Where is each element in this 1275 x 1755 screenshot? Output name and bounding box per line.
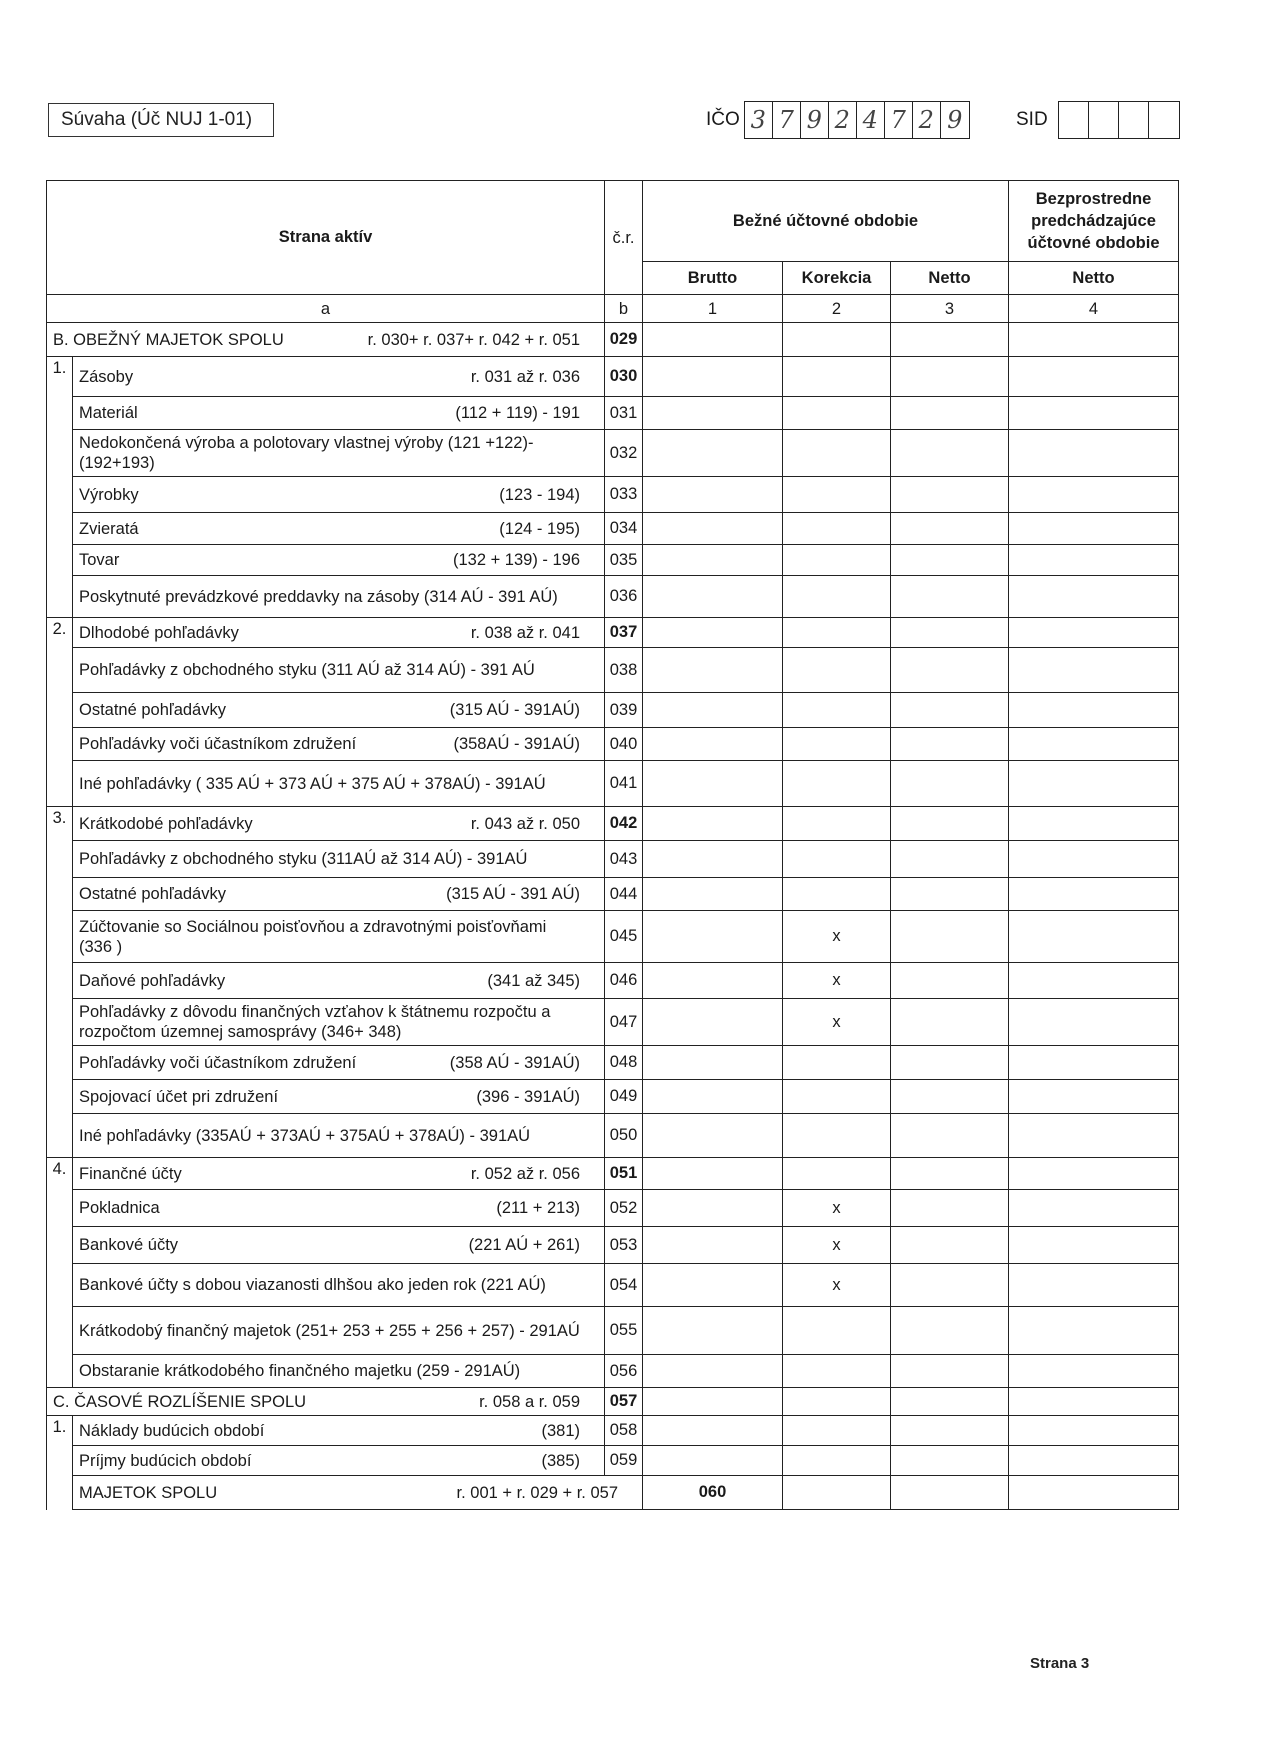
cell-korekcia[interactable] xyxy=(783,545,891,576)
cell-netto[interactable] xyxy=(891,430,1009,477)
row-label: Nedokončená výroba a polotovary vlastnej výroby (121 +122)-(192+193) xyxy=(73,430,605,477)
cell-netto-prev[interactable] xyxy=(1009,1190,1179,1227)
index-4: 4 xyxy=(1009,295,1179,323)
row-label: Krátkodobý finančný majetok (251+ 253 + 255 + 256 + 257) - 291AÚ xyxy=(73,1307,605,1355)
cell-netto[interactable] xyxy=(891,357,1009,397)
row-label: Zásoby r. 031 až r. 036 xyxy=(73,357,605,397)
ico-digit[interactable]: 7 xyxy=(773,102,801,138)
cell-brutto[interactable] xyxy=(643,1388,783,1416)
page-number: Strana 3 xyxy=(1030,1655,1090,1672)
row-label: Tovar (132 + 139) - 196 xyxy=(73,545,605,576)
row-code: 039 xyxy=(605,693,643,728)
cell-korekcia[interactable] xyxy=(783,728,891,761)
cell-netto[interactable] xyxy=(891,1114,1009,1158)
row-code: 054 xyxy=(605,1264,643,1307)
cell-netto-prev[interactable] xyxy=(1009,1264,1179,1307)
brutto-heading: Brutto xyxy=(643,262,783,295)
cell-netto-prev[interactable] xyxy=(1009,1080,1179,1114)
row-code: 031 xyxy=(605,397,643,430)
cell-brutto[interactable] xyxy=(643,576,783,618)
cell-brutto[interactable] xyxy=(643,999,783,1046)
cell-netto-prev[interactable] xyxy=(1009,911,1179,963)
cell-netto[interactable] xyxy=(891,397,1009,430)
row-label: Poskytnuté prevádzkové preddavky na zásoby (314 AÚ - 391 AÚ) xyxy=(73,576,605,618)
cell-brutto[interactable] xyxy=(643,477,783,513)
row-label: Ostatné pohľadávky (315 AÚ - 391 AÚ) xyxy=(73,878,605,911)
cell-netto-prev[interactable] xyxy=(1009,1388,1179,1416)
cell-netto[interactable] xyxy=(891,1446,1009,1476)
section-number: 1. xyxy=(47,1416,73,1510)
korekcia-heading: Korekcia xyxy=(783,262,891,295)
cell-netto[interactable] xyxy=(891,1190,1009,1227)
cell-netto[interactable] xyxy=(891,878,1009,911)
row-label: Pokladnica (211 + 213) xyxy=(73,1190,605,1227)
cell-brutto[interactable] xyxy=(643,397,783,430)
cell-netto-prev[interactable] xyxy=(1009,323,1179,357)
cell-netto[interactable] xyxy=(891,1080,1009,1114)
cell-netto[interactable] xyxy=(891,618,1009,648)
row-label: Pohľadávky voči účastníkom združení (358AÚ - 391AÚ) xyxy=(73,728,605,761)
table-row xyxy=(47,1080,1179,1114)
table-row xyxy=(47,477,1179,513)
cell-korekcia[interactable]: x xyxy=(783,1227,891,1264)
table-row xyxy=(47,1416,1179,1446)
cell-brutto[interactable] xyxy=(643,1046,783,1080)
cell-korekcia[interactable]: x xyxy=(783,999,891,1046)
cell-korekcia[interactable] xyxy=(783,878,891,911)
cell-netto-prev[interactable] xyxy=(1009,841,1179,878)
cell-korekcia[interactable] xyxy=(783,841,891,878)
row-code: 052 xyxy=(605,1190,643,1227)
cell-korekcia[interactable] xyxy=(783,397,891,430)
cell-netto-prev[interactable] xyxy=(1009,513,1179,545)
row-label: Zvieratá (124 - 195) xyxy=(73,513,605,545)
cell-netto[interactable] xyxy=(891,513,1009,545)
row-label: Pohľadávky z dôvodu finančných vzťahov k štátnemu rozpočtu a rozpočtom územnej samosprávy (346+ 348) xyxy=(73,999,605,1046)
row-label: Dlhodobé pohľadávky r. 038 až r. 041 xyxy=(73,618,605,648)
cell-korekcia[interactable] xyxy=(783,477,891,513)
cell-netto[interactable] xyxy=(891,1416,1009,1446)
cell-netto-prev[interactable] xyxy=(1009,1355,1179,1388)
ico-boxes xyxy=(744,101,970,139)
row-label: Ostatné pohľadávky (315 AÚ - 391AÚ) xyxy=(73,693,605,728)
table-row xyxy=(47,1388,1179,1416)
cell-brutto[interactable] xyxy=(643,878,783,911)
cell-netto-prev[interactable] xyxy=(1009,999,1179,1046)
row-label: Iné pohľadávky ( 335 AÚ + 373 AÚ + 375 AÚ + 378AÚ) - 391AÚ xyxy=(73,761,605,807)
cell-netto-prev[interactable] xyxy=(1009,963,1179,999)
cell-korekcia[interactable] xyxy=(783,430,891,477)
row-label: Spojovací účet pri združení (396 - 391AÚ) xyxy=(73,1080,605,1114)
cell-netto-prev[interactable] xyxy=(1009,1307,1179,1355)
table-row xyxy=(47,728,1179,761)
ico-field xyxy=(706,101,970,139)
cell-brutto[interactable] xyxy=(643,1114,783,1158)
table-row xyxy=(47,1158,1179,1190)
row-code: 042 xyxy=(605,807,643,841)
table-row xyxy=(47,878,1179,911)
section-number: 4. xyxy=(47,1158,73,1388)
sid-field xyxy=(1016,101,1180,139)
table-row xyxy=(47,999,1179,1046)
row-code: 037 xyxy=(605,618,643,648)
cell-korekcia[interactable] xyxy=(783,618,891,648)
cell-korekcia[interactable] xyxy=(783,1388,891,1416)
cell-brutto[interactable] xyxy=(643,1446,783,1476)
table-row xyxy=(47,807,1179,841)
cell-netto[interactable] xyxy=(891,963,1009,999)
form-id-box: Súvaha (Úč NUJ 1-01) xyxy=(48,103,274,137)
current-period-heading: Bežné účtovné obdobie xyxy=(643,181,1009,262)
row-code: 056 xyxy=(605,1355,643,1388)
cell-brutto[interactable] xyxy=(643,1355,783,1388)
cell-netto-prev[interactable] xyxy=(1009,430,1179,477)
cell-korekcia[interactable] xyxy=(783,323,891,357)
cell-netto[interactable] xyxy=(891,1307,1009,1355)
cell-netto[interactable] xyxy=(891,1355,1009,1388)
row-code: 046 xyxy=(605,963,643,999)
table-row xyxy=(47,1227,1179,1264)
cell-korekcia[interactable] xyxy=(783,1307,891,1355)
row-label: Pohľadávky z obchodného styku (311AÚ až 314 AÚ) - 391AÚ xyxy=(73,841,605,878)
col-heading-a: Strana aktív xyxy=(47,181,605,295)
section-number: 1. xyxy=(47,357,73,618)
cell-netto[interactable] xyxy=(891,477,1009,513)
index-2: 2 xyxy=(783,295,891,323)
cell-korekcia[interactable] xyxy=(783,1046,891,1080)
row-label: MAJETOK SPOLU r. 001 + r. 029 + r. 057 xyxy=(73,1476,643,1510)
row-label: Pohľadávky z obchodného styku (311 AÚ až 314 AÚ) - 391 AÚ xyxy=(73,648,605,693)
cell-brutto[interactable] xyxy=(643,1158,783,1190)
index-3: 3 xyxy=(891,295,1009,323)
cell-brutto[interactable] xyxy=(643,761,783,807)
cell-korekcia[interactable]: x xyxy=(783,1190,891,1227)
cell-korekcia[interactable] xyxy=(783,1080,891,1114)
row-label: Pohľadávky voči účastníkom združení (358 AÚ - 391AÚ) xyxy=(73,1046,605,1080)
cell-netto[interactable] xyxy=(891,999,1009,1046)
cell-korekcia[interactable] xyxy=(783,357,891,397)
row-label: Bankové účty s dobou viazanosti dlhšou ako jeden rok (221 AÚ) xyxy=(73,1264,605,1307)
index-1: 1 xyxy=(643,295,783,323)
cell-brutto[interactable] xyxy=(643,963,783,999)
cell-brutto[interactable] xyxy=(643,728,783,761)
cell-korekcia[interactable]: x xyxy=(783,963,891,999)
row-code: 032 xyxy=(605,430,643,477)
table-row xyxy=(47,963,1179,999)
cell-brutto[interactable] xyxy=(643,693,783,728)
row-label: Krátkodobé pohľadávky r. 043 až r. 050 xyxy=(73,807,605,841)
row-code: 044 xyxy=(605,878,643,911)
cell-netto[interactable] xyxy=(891,545,1009,576)
ico-digit[interactable]: 9 xyxy=(801,102,829,138)
row-code: 030 xyxy=(605,357,643,397)
cell-netto[interactable] xyxy=(1009,1476,1179,1510)
sid-digit[interactable] xyxy=(1119,102,1149,138)
cell-brutto[interactable] xyxy=(643,1190,783,1227)
table-row xyxy=(47,648,1179,693)
cell-korekcia[interactable] xyxy=(783,576,891,618)
row-label: B. OBEŽNÝ MAJETOK SPOLU r. 030+ r. 037+ r. 042 + r. 051 xyxy=(47,323,605,357)
cell-korekcia[interactable]: x xyxy=(783,1264,891,1307)
cell-korekcia[interactable] xyxy=(783,1114,891,1158)
cell-brutto[interactable] xyxy=(643,1080,783,1114)
row-label: Materiál (112 + 119) - 191 xyxy=(73,397,605,430)
cell-brutto[interactable] xyxy=(643,648,783,693)
table-row xyxy=(47,545,1179,576)
row-code: 035 xyxy=(605,545,643,576)
cell-netto-prev[interactable] xyxy=(1009,397,1179,430)
cell-netto-prev[interactable] xyxy=(1009,761,1179,807)
table-row xyxy=(47,618,1179,648)
cell-brutto[interactable] xyxy=(643,513,783,545)
col-heading-b: č.r. xyxy=(605,181,643,295)
row-label: Výrobky (123 - 194) xyxy=(73,477,605,513)
row-code: 057 xyxy=(605,1388,643,1416)
cell-netto-prev[interactable] xyxy=(1009,477,1179,513)
cell-netto-prev[interactable] xyxy=(1009,1416,1179,1446)
ico-digit[interactable]: 2 xyxy=(913,102,941,138)
sid-boxes xyxy=(1058,101,1180,139)
table-row xyxy=(47,761,1179,807)
row-code: 051 xyxy=(605,1158,643,1190)
table-row xyxy=(47,430,1179,477)
row-code: 055 xyxy=(605,1307,643,1355)
cell-netto-prev[interactable] xyxy=(1009,878,1179,911)
table-row xyxy=(47,397,1179,430)
row-code: 043 xyxy=(605,841,643,878)
row-code: 045 xyxy=(605,911,643,963)
ico-digit[interactable]: 4 xyxy=(857,102,885,138)
cell-netto[interactable] xyxy=(891,728,1009,761)
cell-brutto[interactable] xyxy=(643,911,783,963)
table-row xyxy=(47,1114,1179,1158)
section-number: 3. xyxy=(47,807,73,1158)
row-code: 041 xyxy=(605,761,643,807)
section-number: 2. xyxy=(47,618,73,807)
row-code: 038 xyxy=(605,648,643,693)
cell-brutto[interactable] xyxy=(643,1416,783,1446)
cell-brutto[interactable] xyxy=(643,545,783,576)
row-label: Bankové účty (221 AÚ + 261) xyxy=(73,1227,605,1264)
cell-korekcia[interactable] xyxy=(783,693,891,728)
row-code: 049 xyxy=(605,1080,643,1114)
cell-brutto[interactable] xyxy=(643,807,783,841)
cell-netto-prev[interactable] xyxy=(1009,648,1179,693)
table-row xyxy=(47,1190,1179,1227)
cell-korekcia[interactable]: x xyxy=(783,911,891,963)
row-label: Náklady budúcich období (381) xyxy=(73,1416,605,1446)
table-row xyxy=(47,1446,1179,1476)
cell-netto-prev[interactable] xyxy=(1009,807,1179,841)
sid-digit[interactable] xyxy=(1089,102,1119,138)
cell-netto[interactable] xyxy=(891,807,1009,841)
row-code: 050 xyxy=(605,1114,643,1158)
cell-brutto[interactable] xyxy=(643,430,783,477)
cell-korekcia[interactable] xyxy=(783,648,891,693)
row-code: 048 xyxy=(605,1046,643,1080)
row-code: 058 xyxy=(605,1416,643,1446)
index-a: a xyxy=(47,295,605,323)
index-b: b xyxy=(605,295,643,323)
netto-heading: Netto xyxy=(891,262,1009,295)
ico-digit[interactable]: 9 xyxy=(947,106,963,134)
row-label: Obstaranie krátkodobého finančného majetku (259 - 291AÚ) xyxy=(73,1355,605,1388)
cell-korekcia[interactable] xyxy=(783,1446,891,1476)
row-label: Zúčtovanie so Sociálnou poisťovňou a zdravotnými poisťovňami (336 ) xyxy=(73,911,605,963)
cell-netto[interactable] xyxy=(891,1158,1009,1190)
cell-brutto[interactable] xyxy=(783,1476,891,1510)
cell-netto-prev[interactable] xyxy=(1009,545,1179,576)
row-code: 036 xyxy=(605,576,643,618)
ico-digit[interactable]: 3 xyxy=(745,102,773,138)
ico-digit[interactable]: 7 xyxy=(885,102,913,138)
row-code: 059 xyxy=(605,1446,643,1476)
cell-brutto[interactable] xyxy=(643,357,783,397)
table-row xyxy=(47,513,1179,545)
cell-netto-prev[interactable] xyxy=(1009,357,1179,397)
cell-netto[interactable] xyxy=(891,1388,1009,1416)
cell-brutto[interactable] xyxy=(643,323,783,357)
cell-brutto[interactable] xyxy=(643,618,783,648)
cell-korekcia[interactable] xyxy=(783,513,891,545)
cell-netto[interactable] xyxy=(891,693,1009,728)
cell-brutto[interactable] xyxy=(643,1227,783,1264)
cell-netto[interactable] xyxy=(891,761,1009,807)
table-row xyxy=(47,841,1179,878)
cell-netto[interactable] xyxy=(891,841,1009,878)
row-code: 033 xyxy=(605,477,643,513)
cell-netto[interactable] xyxy=(891,911,1009,963)
cell-netto-prev[interactable] xyxy=(1009,1446,1179,1476)
cell-korekcia[interactable] xyxy=(783,1416,891,1446)
row-code: 047 xyxy=(605,999,643,1046)
previous-period-heading: Bezprostredne predchádzajúce účtovné obdobie xyxy=(1009,181,1179,262)
row-code: 029 xyxy=(605,323,643,357)
row-label: C. ČASOVÉ ROZLÍŠENIE SPOLU r. 058 a r. 059 xyxy=(47,1388,605,1416)
cell-korekcia[interactable] xyxy=(783,1158,891,1190)
cell-netto[interactable] xyxy=(891,323,1009,357)
cell-netto[interactable] xyxy=(891,1264,1009,1307)
sid-label: SID xyxy=(1016,109,1048,130)
cell-netto[interactable] xyxy=(891,1227,1009,1264)
sid-digit[interactable] xyxy=(1149,102,1179,138)
table-row xyxy=(47,1476,1179,1510)
row-code: 060 xyxy=(643,1476,783,1510)
row-label: Daňové pohľadávky (341 až 345) xyxy=(73,963,605,999)
table-row xyxy=(47,323,1179,357)
cell-brutto[interactable] xyxy=(643,1264,783,1307)
row-label: Iné pohľadávky (335AÚ + 373AÚ + 375AÚ + 378AÚ) - 391AÚ xyxy=(73,1114,605,1158)
cell-brutto[interactable] xyxy=(643,1307,783,1355)
row-code: 040 xyxy=(605,728,643,761)
table-row xyxy=(47,576,1179,618)
cell-netto-prev[interactable] xyxy=(1009,1114,1179,1158)
cell-brutto[interactable] xyxy=(643,841,783,878)
ico-label: IČO xyxy=(706,109,740,130)
cell-netto-prev[interactable] xyxy=(1009,1158,1179,1190)
table-row xyxy=(47,1307,1179,1355)
cell-korekcia[interactable] xyxy=(783,761,891,807)
row-code: 034 xyxy=(605,513,643,545)
ico-digit[interactable]: 2 xyxy=(829,102,857,138)
cell-netto-prev[interactable] xyxy=(1009,1227,1179,1264)
table-row xyxy=(47,1264,1179,1307)
table-row xyxy=(47,693,1179,728)
cell-netto-prev[interactable] xyxy=(1009,693,1179,728)
cell-netto[interactable] xyxy=(891,648,1009,693)
table-row xyxy=(47,911,1179,963)
cell-netto-prev[interactable] xyxy=(1009,1046,1179,1080)
table-row xyxy=(47,1355,1179,1388)
cell-korekcia[interactable] xyxy=(783,807,891,841)
table-row xyxy=(47,1046,1179,1080)
cell-netto-prev[interactable] xyxy=(1009,618,1179,648)
row-label: Príjmy budúcich období (385) xyxy=(73,1446,605,1476)
cell-netto-prev[interactable] xyxy=(1009,728,1179,761)
netto-prev-heading: Netto xyxy=(1009,262,1179,295)
row-label: Finančné účty r. 052 až r. 056 xyxy=(73,1158,605,1190)
sid-digit[interactable] xyxy=(1059,102,1089,138)
cell-netto[interactable] xyxy=(891,576,1009,618)
cell-korekcia[interactable] xyxy=(891,1476,1009,1510)
cell-netto[interactable] xyxy=(891,1046,1009,1080)
row-code: 053 xyxy=(605,1227,643,1264)
cell-netto-prev[interactable] xyxy=(1009,576,1179,618)
balance-sheet-table xyxy=(46,180,1179,1510)
table-row xyxy=(47,357,1179,397)
cell-korekcia[interactable] xyxy=(783,1355,891,1388)
